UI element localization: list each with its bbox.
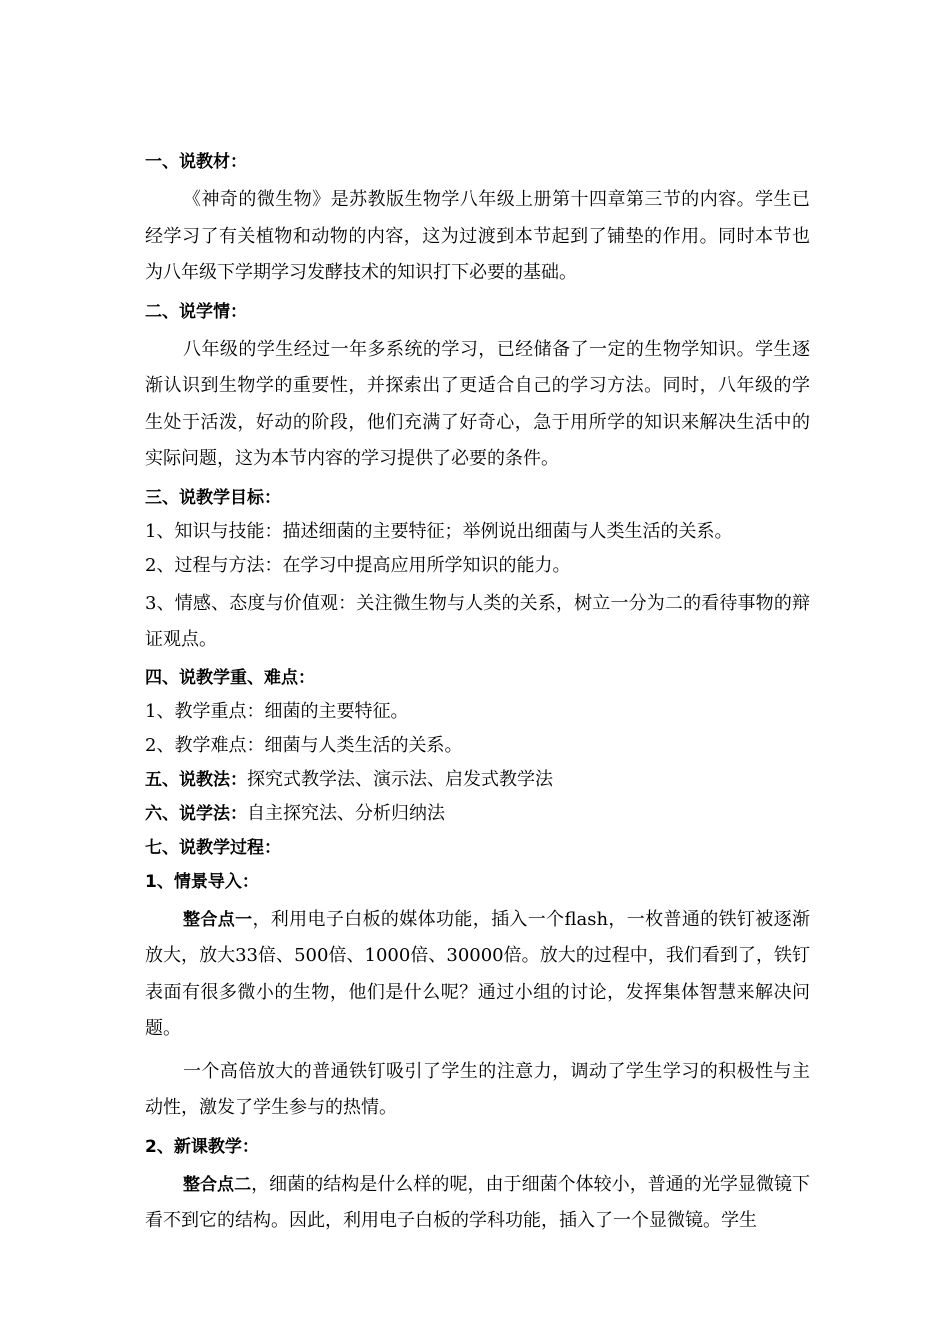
subsection-heading-intro: 1、情景导入： (145, 871, 259, 892)
section-learning-methods (145, 800, 810, 828)
paragraph-integration-one (145, 902, 810, 1048)
paragraph-integration-two (145, 1167, 810, 1240)
section-heading-learning-methods: 六、说学法： (145, 803, 247, 824)
section-heading-students: 二、说学情： (145, 301, 247, 322)
document-page (145, 148, 810, 1246)
learning-methods-text: 自主探究法、分析归纳法 (247, 802, 445, 824)
objective-item: 3、情感、态度与价值观：关注微生物与人类的关系，树立一分为二的看待事物的辩证观点。 (145, 592, 810, 650)
section-teaching-methods (145, 766, 810, 794)
teaching-methods-text: 探究式教学法、演示法、启发式教学法 (247, 768, 553, 790)
integration-point-label: 整合点二 (183, 1174, 252, 1195)
objective-item: 1、知识与技能：描述细菌的主要特征；举例说出细菌与人类生活的关系。 (145, 520, 733, 542)
section-heading-teaching-methods: 五、说教法： (145, 769, 247, 790)
paragraph-students: 八年级的学生经过一年多系统的学习，已经储备了一定的生物学知识。学生逐渐认识到生物学的重要性，并探索出了更适合自己的学习方法。同时，八年级的学生处于活泼，好动的阶段，他们充满了好奇心，急于用所学的知识来解决生活中的实际问题，这为本节内容的学习提供了必要的条件。 (145, 338, 810, 469)
section-heading-process: 七、说教学过程： (145, 837, 281, 858)
section-heading-textbook: 一、说教材： (145, 152, 247, 172)
key-point-item: 1、教学重点：细菌的主要特征。 (145, 700, 409, 722)
subsection-heading-new-lesson: 2、新课教学： (145, 1136, 259, 1157)
integration-point-text: ，细菌的结构是什么样的呢，由于细菌个体较小，普通的光学显微镜下看不到它的结构。因此，利用电子白板的学科功能，插入了一个显微镜。学生 (145, 1173, 811, 1231)
integration-point-text: ，利用电子白板的媒体功能，插入一个flash，一枚普通的铁钉被逐渐放大，放大33倍、500倍、1000倍、30000倍。放大的过程中，我们看到了，铁钉表面有很多微小的生物，他们是什么呢？通过小组的讨论，发挥集体智慧来解决问题。 (145, 908, 810, 1039)
section-heading-key-points: 四、说教学重、难点： (145, 667, 315, 688)
paragraph-textbook: 《神奇的微生物》是苏教版生物学八年级上册第十四章第三节的内容。学生已经学习了有关植物和动物的内容，这为过渡到本节起到了铺垫的作用。同时本节也为八年级下学期学习发酵技术的知识打下必要的基础。 (145, 189, 810, 283)
paragraph-intro-effect: 一个高倍放大的普通铁钉吸引了学生的注意力，调动了学生学习的积极性与主动性，激发了学生参与的热情。 (145, 1060, 810, 1118)
section-heading-objectives: 三、说教学目标： (145, 487, 281, 508)
integration-point-label: 整合点一 (183, 909, 253, 930)
key-point-item: 2、教学难点：细菌与人类生活的关系。 (145, 734, 463, 756)
objective-item: 2、过程与方法：在学习中提高应用所学知识的能力。 (145, 554, 571, 576)
